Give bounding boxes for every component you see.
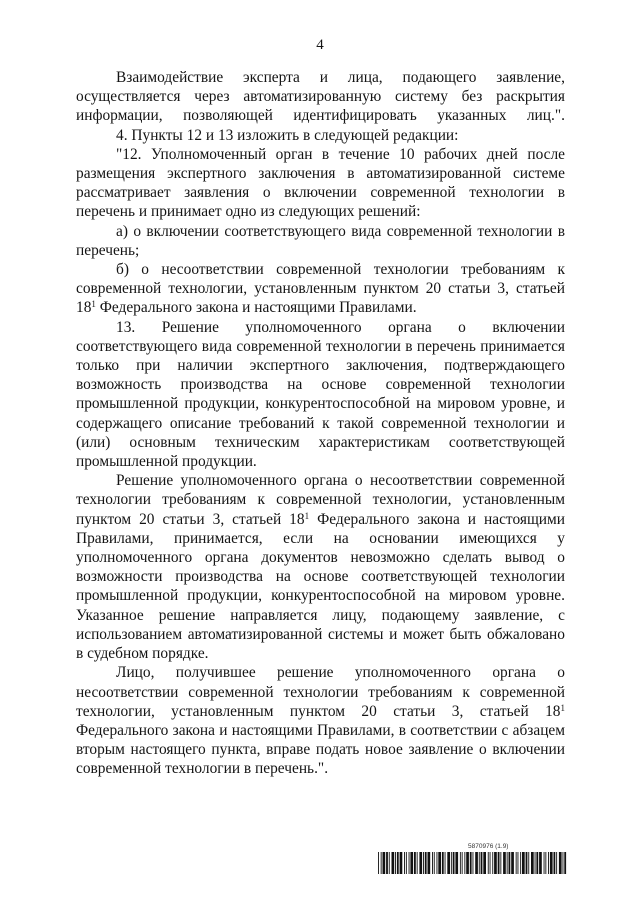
paragraph-item-12 <box>76 145 565 222</box>
barcode-bar <box>473 852 474 874</box>
barcode-bar <box>563 852 564 874</box>
barcode-bar <box>492 852 493 874</box>
paragraph-text-end: Федерального закона и настоящими Правилами, принимается, если на основании имеющихся у уполномоченного органа документов невозможно сделать вывод о возможности производства на основе соответствующей технологии промышленной продукции, конкурентоспособной на мировом уровне. Указанное решение направляется лицу, подающему заявление, с использованием автоматизированной системы и может быть обжаловано в судебном порядке. <box>76 510 566 663</box>
barcode-bar <box>428 852 431 874</box>
barcode-bar <box>466 852 469 874</box>
barcode-bar <box>381 852 382 874</box>
barcode-bar <box>404 852 405 874</box>
paragraph-amendment <box>76 126 565 145</box>
paragraph-subitem-a <box>76 222 565 260</box>
barcode-bar <box>522 852 525 874</box>
paragraph-text-end: Федерального закона и настоящими Правилами, в соответствии с абзацем вторым настоящего пункта, вправе подать новое заявление о включении современной технологии в перечень.". <box>76 721 565 778</box>
paragraph-text-start: Лицо, получившее решение уполномоченного органа о несоответствии современной технологии требованиям к современной технологии, установленным пунктом 20 статьи 3, статьей 18 <box>76 664 565 720</box>
barcode-bar <box>423 852 424 874</box>
barcode-bar <box>462 852 463 874</box>
barcode-bar <box>453 852 455 874</box>
barcode-bar <box>528 852 529 874</box>
barcode-bar <box>526 852 528 874</box>
barcode <box>378 852 568 874</box>
barcode-bar <box>481 852 483 874</box>
barcode-bar <box>531 852 534 874</box>
barcode-bar <box>438 852 441 874</box>
barcode-bar <box>395 852 396 874</box>
barcode-bar <box>498 852 500 874</box>
barcode-bar <box>556 852 557 874</box>
barcode-bar <box>442 852 444 874</box>
barcode-bar <box>488 852 489 874</box>
barcode-bar <box>437 852 438 874</box>
paragraph-text: "12. Уполномоченный орган в течение 10 рабочих дней после размещения экспертного заключения в автоматизированной системе рассматривает заявления о включении современной технологии в перечень и принимает одно из следующих решений: <box>76 145 565 221</box>
barcode-bar <box>490 852 491 874</box>
barcode-bar <box>417 852 418 874</box>
barcode-bar <box>378 852 379 874</box>
barcode-bar <box>475 852 478 874</box>
barcode-bar <box>559 852 562 874</box>
paragraph-interaction <box>76 68 565 126</box>
barcode-bar <box>464 852 465 874</box>
document-body <box>76 68 565 779</box>
barcode-bar <box>455 852 458 874</box>
barcode-bar <box>386 852 388 874</box>
barcode-bar <box>516 852 517 874</box>
barcode-bar <box>414 852 416 874</box>
barcode-bar <box>539 852 542 874</box>
paragraph-text: а) о включении соответствующего вида современной технологии в перечень; <box>76 222 565 259</box>
barcode-bar <box>409 852 410 874</box>
barcode-bar <box>460 852 461 874</box>
barcode-bar <box>536 852 538 874</box>
barcode-bar <box>445 852 446 874</box>
paragraph-subitem-b <box>76 260 565 318</box>
barcode-bar <box>520 852 521 874</box>
barcode-bar <box>535 852 536 874</box>
barcode-bar <box>550 852 553 874</box>
page-number: 4 <box>316 37 324 53</box>
barcode-bar <box>447 852 450 874</box>
barcode-bar <box>511 852 514 874</box>
paragraph-item-13 <box>76 318 565 472</box>
barcode-bar <box>410 852 413 874</box>
paragraph-text-start: Решение уполномоченного органа о несоответствии современной технологии требованиям к современной технологии, установленным пунктом 20 статьи 3, статьей 18 <box>76 472 565 528</box>
barcode-bar <box>548 852 549 874</box>
barcode-bar <box>503 852 506 874</box>
barcode-bar <box>564 852 566 874</box>
paragraph-text: Взаимодействие эксперта и лица, подающего заявление, осуществляется через автоматизированную систему без раскрытия информации, позволяющей идентифицировать указанных лиц.". <box>76 69 565 125</box>
barcode-bar <box>470 852 472 874</box>
barcode-bar <box>518 852 519 874</box>
barcode-bar <box>494 852 497 874</box>
barcode-bar <box>451 852 452 874</box>
barcode-bar <box>383 852 386 874</box>
paragraph-applicant <box>76 663 565 778</box>
paragraph-text-end: Федерального закона и настоящими Правилами. <box>95 299 417 317</box>
barcode-bar <box>554 852 556 874</box>
paragraph-text-start: б) о несоответствии современной технологии требованиям к современной технологии, установленным пунктом 20 статьи 3, статьей 18 <box>76 261 565 317</box>
superscript: 1 <box>91 299 96 310</box>
barcode-bar <box>509 852 511 874</box>
barcode-bar <box>432 852 433 874</box>
barcode-bar <box>483 852 486 874</box>
superscript: 1 <box>560 702 565 713</box>
barcode-bar <box>434 852 435 874</box>
barcode-bar <box>500 852 501 874</box>
barcode-bar <box>545 852 546 874</box>
barcode-bar <box>507 852 508 874</box>
paragraph-text: 13. Решение уполномоченного органа о включении соответствующего вида современной технологии в перечень принимается только при наличии экспертного заключения, подтверждающего возможность производства на основе современной технологии промышленной продукции, конкурентоспособной на мировом уровне, и содержащего описание требований к такой современной технологии и (или) основным техническим характеристикам соответствующей промышленной продукции. <box>76 318 565 471</box>
barcode-bar <box>479 852 480 874</box>
barcode-label: 5870976 (1.9) <box>468 843 509 850</box>
barcode-bar <box>392 852 395 874</box>
barcode-bar <box>400 852 403 874</box>
barcode-bar <box>425 852 427 874</box>
paragraph-decision <box>76 471 565 663</box>
superscript: 1 <box>304 510 310 521</box>
paragraph-text: 4. Пункты 12 и 13 изложить в следующей редакции: <box>116 126 459 144</box>
barcode-bar <box>406 852 407 874</box>
barcode-bar <box>389 852 390 874</box>
barcode-bar <box>419 852 422 874</box>
barcode-bar <box>544 852 545 874</box>
barcode-bar <box>397 852 399 874</box>
